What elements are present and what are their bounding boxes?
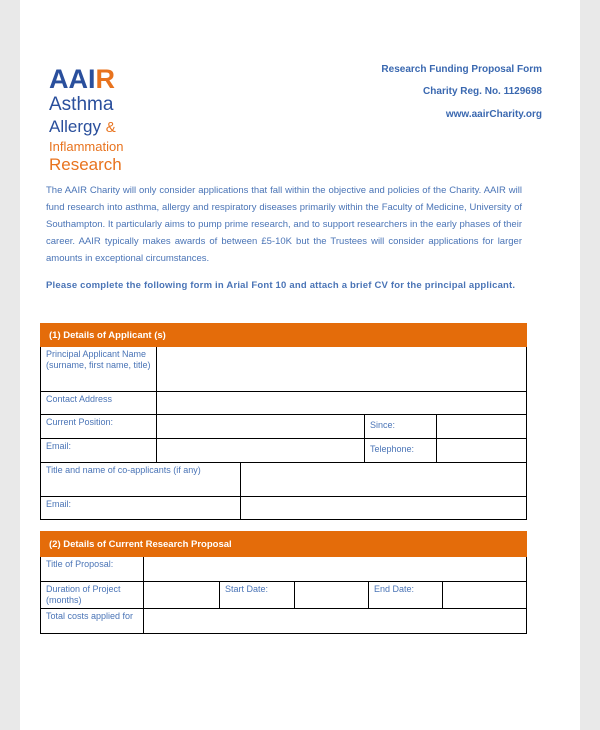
logo-abbr: AAI — [49, 64, 96, 94]
duration-field[interactable] — [144, 582, 220, 609]
end-date-label: End Date: — [369, 582, 443, 609]
section2-heading: (2) Details of Current Research Proposal — [41, 532, 527, 557]
charity-reg: Charity Reg. No. 1129698 — [423, 86, 542, 97]
email-label: Email: — [41, 439, 157, 463]
logo-asthma: Asthma — [49, 94, 114, 115]
aair-logo — [49, 64, 159, 174]
logo-ampersand: & — [105, 119, 116, 136]
title-of-proposal-label: Title of Proposal: — [41, 557, 144, 582]
website-link[interactable]: www.aairCharity.org — [445, 109, 542, 120]
start-date-label: Start Date: — [220, 582, 295, 609]
principal-applicant-label: Principal Applicant Name (surname, first name, title) — [41, 347, 157, 392]
logo-abbr-r: R — [95, 64, 115, 94]
logo-inflammation: Inflammation — [49, 139, 124, 154]
section1-heading: (1) Details of Applicant (s) — [41, 324, 527, 347]
applicant-details-table — [40, 323, 527, 520]
co-applicants-field[interactable] — [241, 463, 527, 497]
instruction-text: Please complete the following form in Arial Font 10 and attach a brief CV for the principal applicant. — [46, 280, 516, 291]
contact-address-label: Contact Address — [41, 392, 157, 415]
logo-research: Research — [49, 155, 122, 174]
proposal-details-table — [40, 531, 527, 634]
co-applicants-label: Title and name of co-applicants (if any) — [41, 463, 241, 497]
total-costs-field[interactable] — [144, 609, 527, 634]
co-applicant-email-label: Email: — [41, 497, 241, 520]
principal-applicant-field[interactable] — [157, 347, 527, 392]
since-label: Since: — [365, 415, 437, 439]
telephone-field[interactable] — [437, 439, 527, 463]
current-position-label: Current Position: — [41, 415, 157, 439]
total-costs-label: Total costs applied for — [41, 609, 144, 634]
title-of-proposal-field[interactable] — [144, 557, 527, 582]
telephone-label: Telephone: — [365, 439, 437, 463]
duration-label: Duration of Project (months) — [41, 582, 144, 609]
co-applicant-email-field[interactable] — [241, 497, 527, 520]
logo-allergy: Allergy — [49, 117, 101, 136]
current-position-field[interactable] — [157, 415, 365, 439]
intro-paragraph: The AAIR Charity will only consider applications that fall within the objective and policies of the Charity. AAIR will fund research into asthma, allergy and respiratory diseases primarily within the Faculty of Medicine, University of Southampton. It particularly aims to pump prime research, and to support researchers in the early phases of their career. AAIR typically makes awards of between £5-10K but the Trustees will consider applications for larger amounts in exceptional circumstances. — [46, 185, 522, 264]
start-date-field[interactable] — [295, 582, 369, 609]
contact-address-field[interactable] — [157, 392, 527, 415]
form-title: Research Funding Proposal Form — [381, 64, 542, 75]
since-field[interactable] — [437, 415, 527, 439]
end-date-field[interactable] — [443, 582, 527, 609]
email-field[interactable] — [157, 439, 365, 463]
